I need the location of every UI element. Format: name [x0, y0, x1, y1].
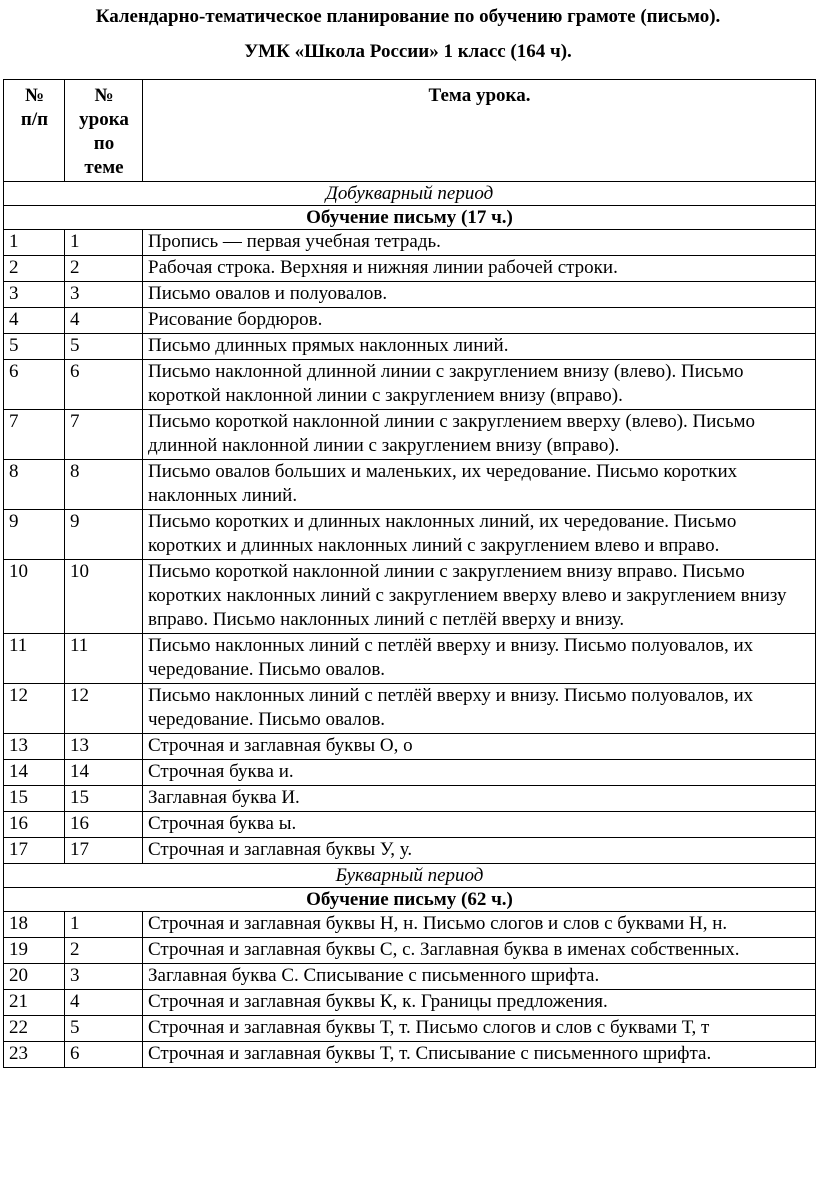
- table-row: [4, 964, 816, 990]
- row-lesson-number: 2: [65, 938, 143, 964]
- row-lesson-number: 8: [65, 460, 143, 510]
- row-topic: Строчная и заглавная буквы С, с. Заглавная буква в именах собственных.: [143, 938, 816, 964]
- table-row: [4, 282, 816, 308]
- document-subtitle: УМК «Школа России» 1 класс (164 ч).: [244, 41, 572, 62]
- table-row: [4, 334, 816, 360]
- table-row: [4, 510, 816, 560]
- period-row: [4, 182, 816, 206]
- table-row: [4, 838, 816, 864]
- row-topic: Письмо наклонных линий с петлёй вверху и внизу. Письмо полуовалов, их чередование. Письмо овалов.: [143, 684, 816, 734]
- row-topic: Письмо короткой наклонной линии с закруглением вверху (влево). Письмо длинной наклонной линии с закруглением внизу (вправо).: [143, 410, 816, 460]
- table-row: [4, 786, 816, 812]
- row-topic: Рабочая строка. Верхняя и нижняя линии рабочей строки.: [143, 256, 816, 282]
- document-title: Календарно-тематическое планирование по обучению грамоте (письмо).: [95, 6, 721, 27]
- row-topic: Строчная и заглавная буквы О, о: [143, 734, 816, 760]
- row-number: 1: [4, 230, 65, 256]
- row-lesson-number: 9: [65, 510, 143, 560]
- row-topic: Письмо овалов больших и маленьких, их чередование. Письмо коротких наклонных линий.: [143, 460, 816, 510]
- table-body: [4, 182, 816, 1068]
- header-lesson-number: № урока по теме: [65, 80, 143, 182]
- row-topic: Строчная и заглавная буквы К, к. Границы предложения.: [143, 990, 816, 1016]
- table-row: [4, 684, 816, 734]
- row-lesson-number: 1: [65, 912, 143, 938]
- lesson-plan-table: [3, 79, 816, 1068]
- table-row: [4, 1016, 816, 1042]
- table-row: [4, 230, 816, 256]
- period-label: Добукварный период: [4, 182, 816, 206]
- row-number: 9: [4, 510, 65, 560]
- header-number: № п/п: [4, 80, 65, 182]
- row-number: 6: [4, 360, 65, 410]
- block-row: [4, 206, 816, 230]
- row-number: 18: [4, 912, 65, 938]
- row-lesson-number: 3: [65, 282, 143, 308]
- table-row: [4, 634, 816, 684]
- row-number: 17: [4, 838, 65, 864]
- row-topic: Строчная буква ы.: [143, 812, 816, 838]
- row-number: 13: [4, 734, 65, 760]
- row-number: 23: [4, 1042, 65, 1068]
- row-number: 12: [4, 684, 65, 734]
- row-lesson-number: 5: [65, 1016, 143, 1042]
- row-number: 2: [4, 256, 65, 282]
- row-number: 11: [4, 634, 65, 684]
- row-topic: Строчная и заглавная буквы Т, т. Письмо слогов и слов с буквами Т, т: [143, 1016, 816, 1042]
- row-topic: Заглавная буква И.: [143, 786, 816, 812]
- row-lesson-number: 14: [65, 760, 143, 786]
- table-row: [4, 460, 816, 510]
- table-row: [4, 1042, 816, 1068]
- table-row: [4, 308, 816, 334]
- row-number: 22: [4, 1016, 65, 1042]
- row-lesson-number: 6: [65, 1042, 143, 1068]
- row-topic: Строчная и заглавная буквы Т, т. Списывание с письменного шрифта.: [143, 1042, 816, 1068]
- row-number: 5: [4, 334, 65, 360]
- table-row: [4, 938, 816, 964]
- block-row: [4, 888, 816, 912]
- row-topic: Письмо овалов и полуовалов.: [143, 282, 816, 308]
- table-row: [4, 256, 816, 282]
- row-number: 15: [4, 786, 65, 812]
- row-lesson-number: 4: [65, 990, 143, 1016]
- row-number: 4: [4, 308, 65, 334]
- row-topic: Письмо наклонных линий с петлёй вверху и внизу. Письмо полуовалов, их чередование. Письмо овалов.: [143, 634, 816, 684]
- row-number: 7: [4, 410, 65, 460]
- block-label: Обучение письму (62 ч.): [4, 888, 816, 912]
- row-lesson-number: 16: [65, 812, 143, 838]
- row-lesson-number: 10: [65, 560, 143, 634]
- period-row: [4, 864, 816, 888]
- table-row: [4, 912, 816, 938]
- row-number: 20: [4, 964, 65, 990]
- row-lesson-number: 4: [65, 308, 143, 334]
- table-row: [4, 812, 816, 838]
- row-lesson-number: 5: [65, 334, 143, 360]
- row-lesson-number: 12: [65, 684, 143, 734]
- row-topic: Письмо короткой наклонной линии с закруглением внизу вправо. Письмо коротких наклонных линий с закруглением вверху влево и закруглением внизу вправо. Письмо наклонных линий с петлёй вверху и внизу.: [143, 560, 816, 634]
- table-row: [4, 360, 816, 410]
- row-number: 8: [4, 460, 65, 510]
- row-lesson-number: 15: [65, 786, 143, 812]
- row-topic: Пропись — первая учебная тетрадь.: [143, 230, 816, 256]
- row-lesson-number: 11: [65, 634, 143, 684]
- row-topic: Рисование бордюров.: [143, 308, 816, 334]
- row-topic: Строчная и заглавная буквы У, у.: [143, 838, 816, 864]
- row-lesson-number: 6: [65, 360, 143, 410]
- row-number: 19: [4, 938, 65, 964]
- table-header-row: [4, 80, 816, 182]
- row-topic: Письмо коротких и длинных наклонных линий, их чередование. Письмо коротких и длинных наклонных линий с закруглением влево и вправо.: [143, 510, 816, 560]
- row-topic: Письмо наклонной длинной линии с закруглением внизу (влево). Письмо короткой наклонной линии с закруглением внизу (вправо).: [143, 360, 816, 410]
- row-lesson-number: 17: [65, 838, 143, 864]
- row-lesson-number: 1: [65, 230, 143, 256]
- row-number: 14: [4, 760, 65, 786]
- row-topic: Строчная буква и.: [143, 760, 816, 786]
- table-row: [4, 760, 816, 786]
- row-number: 21: [4, 990, 65, 1016]
- row-number: 3: [4, 282, 65, 308]
- row-topic: Письмо длинных прямых наклонных линий.: [143, 334, 816, 360]
- table-row: [4, 990, 816, 1016]
- row-number: 10: [4, 560, 65, 634]
- period-label: Букварный период: [4, 864, 816, 888]
- row-lesson-number: 7: [65, 410, 143, 460]
- table-row: [4, 734, 816, 760]
- row-number: 16: [4, 812, 65, 838]
- row-topic: Заглавная буква С. Списывание с письменного шрифта.: [143, 964, 816, 990]
- row-lesson-number: 13: [65, 734, 143, 760]
- table-row: [4, 560, 816, 634]
- table-row: [4, 410, 816, 460]
- row-lesson-number: 2: [65, 256, 143, 282]
- row-topic: Строчная и заглавная буквы Н, н. Письмо слогов и слов с буквами Н, н.: [143, 912, 816, 938]
- header-topic: Тема урока.: [143, 80, 816, 182]
- row-lesson-number: 3: [65, 964, 143, 990]
- block-label: Обучение письму (17 ч.): [4, 206, 816, 230]
